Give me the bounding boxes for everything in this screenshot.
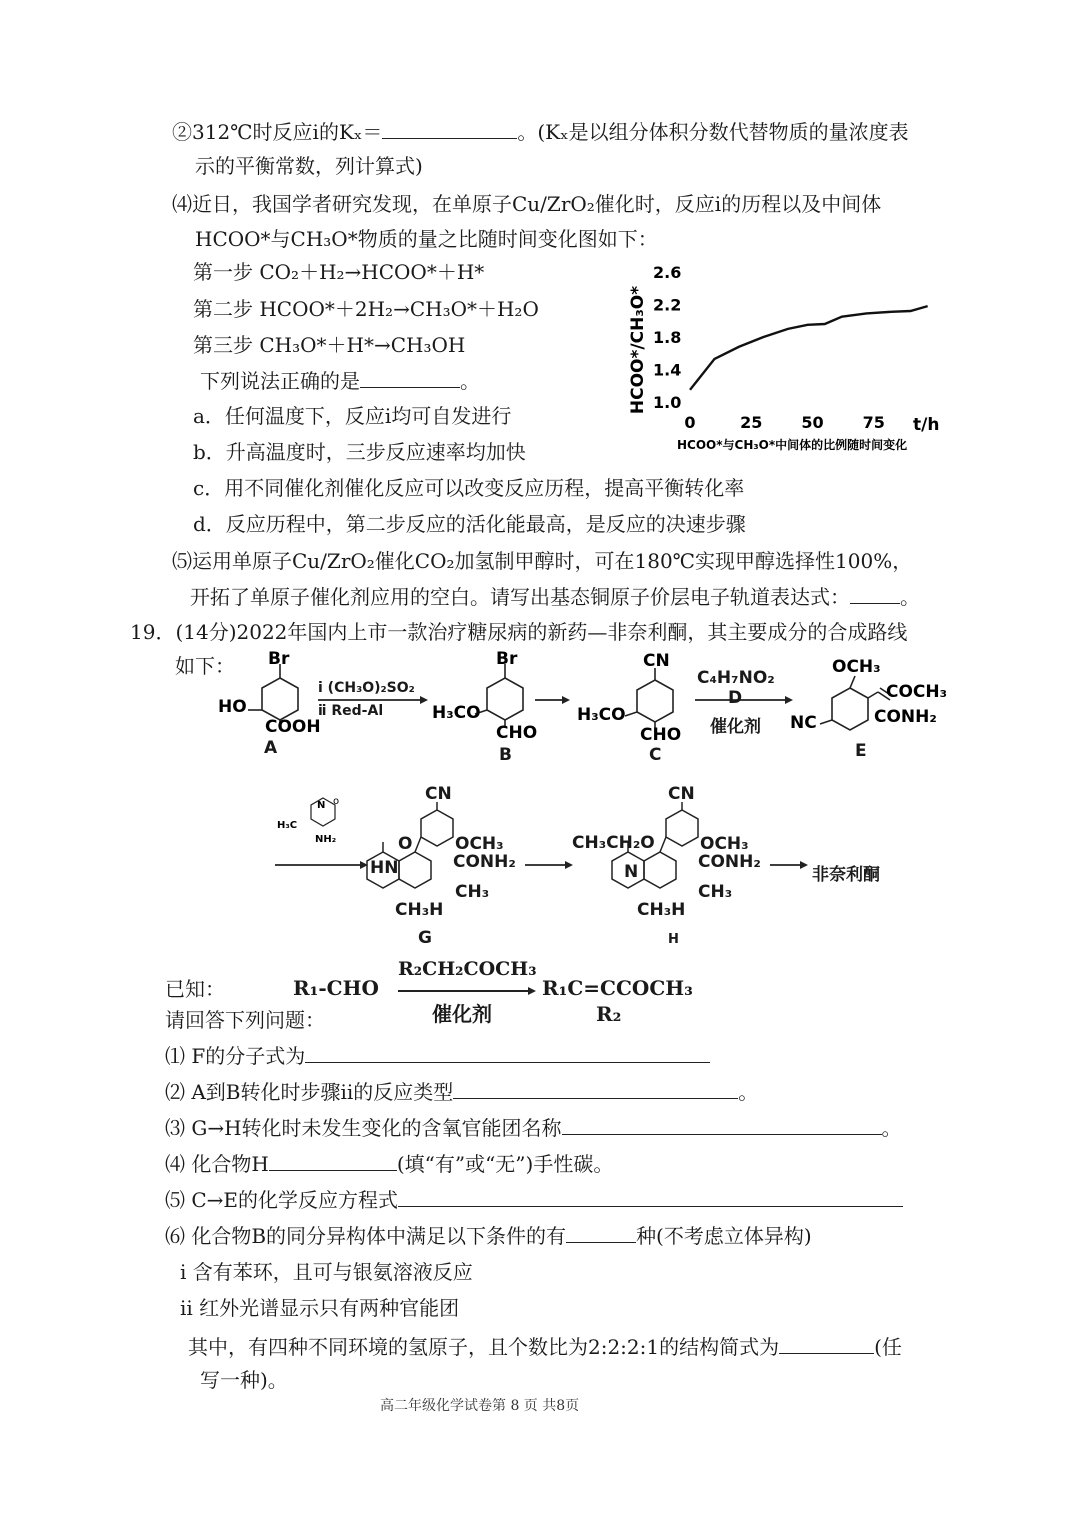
compound-b-structure (432, 649, 537, 743)
q19-6-structure: 其中，有四种不同环境的氢原子，且个数比为2:2:2:1的结构简式为 (任 (188, 1335, 902, 1359)
reagent-1-bottom: ⅱ Red-Al (318, 703, 384, 719)
q19-intro-cont: 如下： (175, 654, 235, 678)
product-label: 非奈利酮 (812, 865, 880, 885)
known-reactant: R₁-CHO (293, 976, 379, 1000)
label-e: E (855, 741, 867, 761)
q19-5: ⑸ C→E的化学反应方程式 (165, 1186, 903, 1214)
q19-2: ⑵ A到B转化时步骤ⅱ的反应类型 。 (165, 1080, 759, 1104)
chart-y-tick-label: 1.0 (653, 393, 682, 412)
q18-part4-line: ⑷近日，我国学者研究发现，在单原子Cu/ZrO₂催化时，反应ⅰ的历程以及中间体 (172, 192, 882, 216)
q18-part2-text: ②312℃时反应ⅰ的Kₓ＝ (172, 120, 383, 144)
option-d: d．反应历程中，第二步反应的活化能最高，是反应的决速步骤 (193, 512, 746, 536)
step-1: 第一步 CO₂＋H₂→HCOO*＋H* (193, 260, 485, 284)
known-catalyst: 催化剂 (432, 1002, 492, 1026)
known-label: 已知： (165, 977, 225, 1001)
label-g: G (418, 928, 432, 948)
chart-y-tick-label: 1.8 (653, 328, 682, 347)
known-product: R₁C=CCOCH₃ (542, 976, 693, 1000)
svg-text:OCH₃: OCH₃ (832, 657, 881, 677)
answer-prompt: 请回答下列问题： (165, 1008, 325, 1032)
chart-title: HCOO*与CH₃O*中间体的比例随时间变化 (677, 438, 908, 452)
q18-part2-line (172, 118, 909, 146)
q19-2-blank[interactable] (453, 1078, 738, 1099)
ask-text: 下列说法正确的是 (200, 369, 360, 393)
q19-intro: 19．(14分)2022年国内上市一款治疗糖尿病的新药—非奈利酮，其主要成分的合成路线 (130, 620, 908, 644)
chart-x-tick-label: 50 (801, 413, 824, 432)
svg-text:Br: Br (496, 649, 518, 669)
ask-line: 下列说法正确的是 。 (200, 369, 480, 393)
label-a: A (264, 738, 278, 758)
step-2: 第二步 HCOO*＋2H₂→CH₃O*＋H₂O (193, 297, 539, 321)
q19-6-blank[interactable] (566, 1222, 636, 1243)
chart-x-tick-label: 25 (740, 413, 763, 432)
option-c: c．用不同催化剂催化反应可以改变反应历程，提高平衡转化率 (193, 476, 745, 500)
q18-part2-tail: 。(Kₓ是以组分体积分数代替物质的量浓度表 (517, 120, 909, 144)
svg-text:COCH₃: COCH₃ (886, 682, 948, 702)
svg-text:H₃CO: H₃CO (432, 703, 481, 723)
q18-part5-line: ⑸运用单原子Cu/ZrO₂催化CO₂加氢制甲醇时，可在180℃实现甲醇选择性100%， (172, 549, 913, 573)
condition-1: ⅰ 含有苯环，且可与银氨溶液反应 (180, 1260, 473, 1284)
q19-1-blank[interactable] (305, 1042, 710, 1063)
svg-text:HO: HO (218, 697, 247, 717)
svg-text:Br: Br (268, 649, 290, 669)
label-h: H (668, 932, 679, 947)
svg-text:H₃C: H₃C (277, 820, 298, 831)
chart-x-axis-label: t/h (913, 415, 940, 435)
option-b: b．升高温度时，三步反应速率均加快 (193, 440, 526, 464)
chart-y-axis-label: HCOO*/CH₃O* (628, 285, 648, 415)
known-reagent: R₂CH₂COCH₃ (398, 958, 537, 980)
q19-3-blank[interactable] (562, 1114, 882, 1135)
orbital-answer-blank[interactable] (850, 583, 900, 604)
chart-y-tick-label: 2.6 (653, 263, 682, 282)
chart-x-tick-label: 0 (684, 413, 696, 432)
svg-text:H₃CO: H₃CO (577, 705, 626, 725)
chart-y-tick-label: 1.4 (653, 360, 682, 380)
q18-part4-cont: HCOO*与CH₃O*物质的量之比随时间变化图如下： (195, 227, 658, 251)
q19-6-structure-cont: 写一种)。 (200, 1368, 288, 1392)
q19-5-blank[interactable] (398, 1186, 903, 1207)
label-b: B (499, 745, 512, 765)
ask-answer-blank[interactable] (360, 367, 460, 388)
kx-answer-blank[interactable] (382, 118, 517, 139)
chart-x-tick-label: 75 (862, 413, 885, 432)
svg-text:CHO: CHO (640, 725, 682, 745)
step-3: 第三步 CH₃O*＋H*→CH₃OH (193, 333, 466, 357)
q19-6: ⑹ 化合物B的同分异构体中满足以下条件的有 种(不考虑立体异构) (165, 1224, 812, 1248)
q18-part5-cont: 开拓了单原子催化剂应用的空白。请写出基态铜原子价层电子轨道表达式： 。 (190, 585, 920, 609)
known-arrow (398, 985, 538, 997)
compound-f-structure (277, 796, 339, 845)
svg-text:CHO: CHO (496, 723, 538, 743)
svg-text:COOH: COOH (265, 717, 321, 737)
svg-text:N: N (317, 800, 326, 811)
q19-3: ⑶ G→H转化时未发生变化的含氧官能团名称 。 (165, 1116, 902, 1140)
condition-2: ⅱ 红外光谱显示只有两种官能团 (180, 1296, 460, 1320)
svg-text:CN: CN (643, 651, 670, 671)
synthesis-row-2 (265, 780, 905, 950)
known-product-r2: R₂ (596, 1002, 622, 1026)
label-c: C (649, 745, 662, 765)
q19-4: ⑷ 化合物H (填“有”或“无”)手性碳。 (165, 1152, 614, 1176)
svg-text:NC: NC (790, 713, 817, 733)
svg-text:o: o (333, 796, 340, 807)
reagent-1-top: ⅰ (CH₃O)₂SO₂ (318, 680, 415, 696)
option-a: a．任何温度下，反应ⅰ均可自发进行 (193, 404, 512, 428)
compound-e-structure (790, 657, 947, 733)
page-footer: 高二年级化学试卷第 8 页 共8页 (380, 1398, 580, 1414)
q19-4-blank[interactable] (269, 1150, 397, 1171)
reagent-d-top: C₄H₇NO₂ (697, 668, 775, 688)
reagent-d-label: D (728, 688, 743, 708)
chart-y-tick-label: 2.2 (653, 295, 682, 315)
svg-text:NH₂: NH₂ (315, 834, 337, 845)
reagent-d-catalyst: 催化剂 (710, 717, 761, 737)
q18-part5-text: 开拓了单原子催化剂应用的空白。请写出基态铜原子价层电子轨道表达式： (190, 585, 850, 609)
ratio-line-chart (615, 250, 955, 460)
chart-series-line (690, 306, 928, 390)
compound-a-structure (218, 649, 321, 737)
svg-text:CONH₂: CONH₂ (874, 707, 937, 727)
q19-1: ⑴ F的分子式为 (165, 1042, 710, 1070)
q19-6-structure-blank[interactable] (779, 1333, 874, 1354)
compound-c-structure (577, 651, 681, 745)
q18-part2-cont: 示的平衡常数，列计算式) (195, 154, 423, 178)
